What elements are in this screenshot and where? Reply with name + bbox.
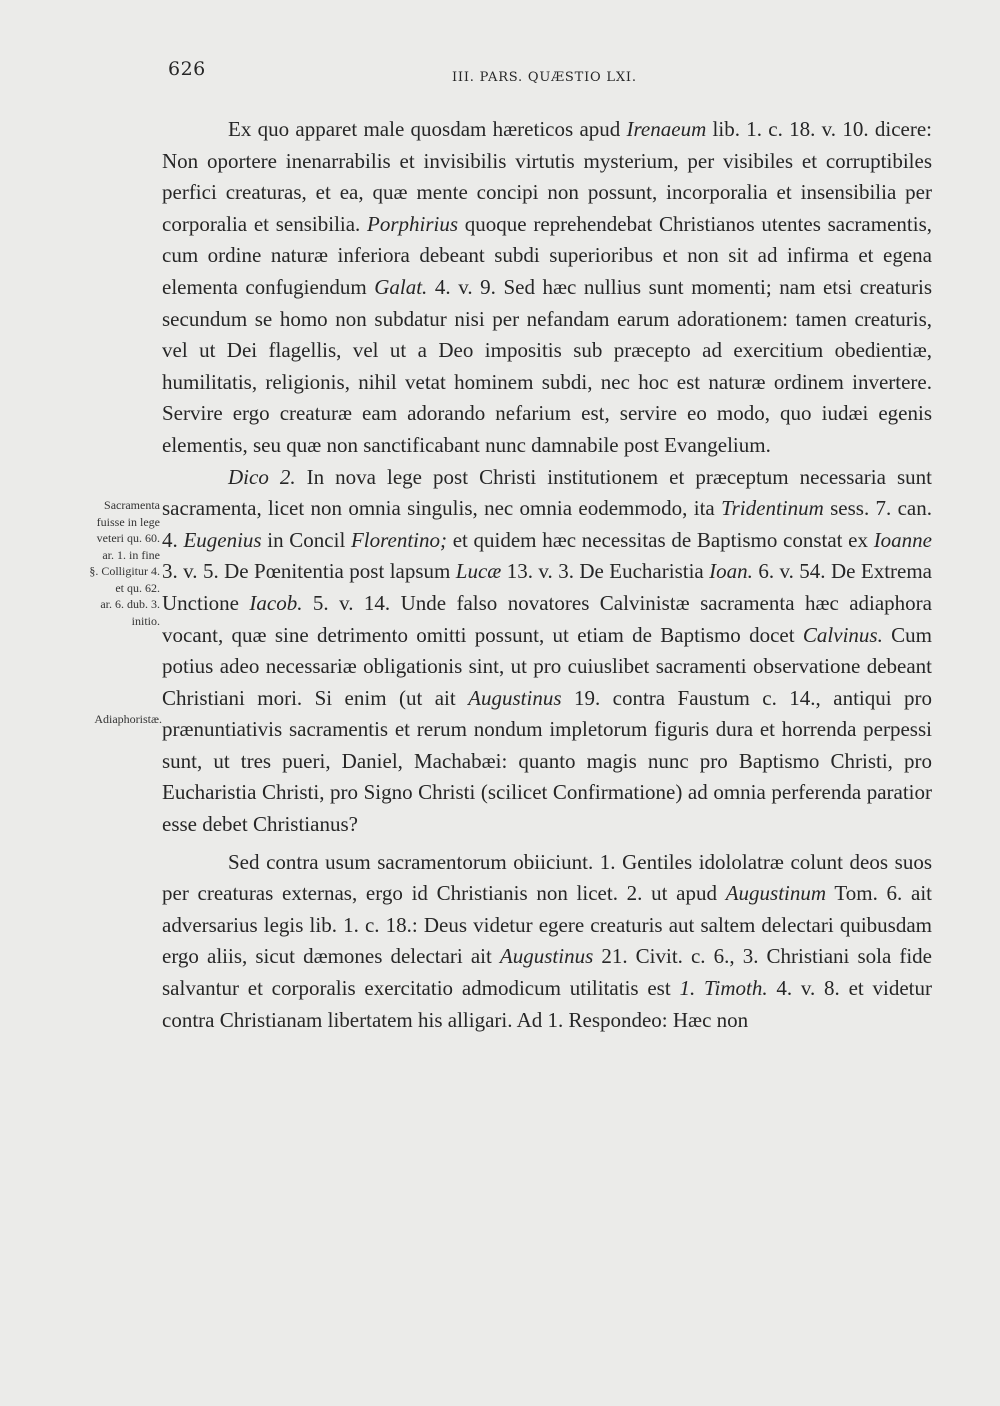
text-run: lib. 1. c. 18. v. 10. dicere: Non oportere inenarrabilis et invisibilis virtutis mysterium, per visibiles et corruptibiles perfici creaturas, et ea, quæ mente concipi non possunt, incorporalia et insensibilia per corporalia et sensibilia. [162, 117, 932, 236]
text-run: Ex quo apparet male quosdam hæreticos apud [228, 117, 627, 141]
italic-citation: Florentino; [350, 527, 448, 552]
italic-citation: Augustinus [499, 944, 594, 969]
text-run: in Concil [261, 527, 351, 552]
running-title: III. PARS. QUÆSTIO LXI. [452, 70, 637, 85]
text-run: Cum potius adeo necessariæ obligationis sint, ut pro cuiuslibet sacramenti observatione debeant Christiani mori. Si enim (ut ait [162, 622, 933, 710]
text-run: 13. v. 3. De Eucharistia [501, 559, 710, 584]
text-run: 4. v. 9. Sed hæc nullius sunt momenti; nam etsi creaturis secundum se homo non subdatur nisi per nefandam earum adorationem: tamen creaturis, vel ut Dei flagellis, vel ut a Deo impositis sub præcepto ad exercitium obedientiæ, humilitatis, religionis, nihil vetat hominem subdi, nec hoc est naturæ ordinem invertere. Servire ergo creaturæ eam adorando nefarium est, servire eo modo, quo iudæi egenis elementis, seu quæ non sanctificabant nunc damnabile post Evangelium. [162, 274, 932, 457]
text-run: Sed contra usum sacramentorum obiiciunt. 1. Gentiles idololatræ colunt deos suos per creaturas externas, ergo id Christianis non licet. 2. ut apud [162, 849, 932, 906]
text-run: 5. v. 14. Unde falso novatores Calvinistæ sacramenta hæc adiaphora vocant, quæ sine detrimento omitti possunt, ut etiam de Baptismo docet [162, 590, 932, 647]
text-run: sess. 7. can. 4. [162, 496, 933, 552]
italic-citation: Augustinum [725, 881, 827, 906]
italic-citation: Calvinus. [802, 622, 883, 647]
page-number: 626 [168, 58, 206, 80]
text-run: 3. v. 5. De Pœnitentia post lapsum [162, 559, 456, 584]
margin-note-line: et qu. 62. [115, 580, 160, 595]
text-run: Tom. 6. ait adversarius legis lib. 1. c. 18.: Deus videtur egere creaturis aut saltem delectari quibusdam ergo aliis, sicut dæmones delectari ait [162, 881, 932, 969]
body-text [162, 114, 932, 1036]
margin-note-line: fuisse in lege [96, 514, 160, 529]
italic-citation: Tridentinum [721, 496, 824, 521]
margin-note-line: ar. 1. in fine [102, 547, 160, 562]
margin-note-sacramenta [34, 497, 160, 629]
paragraph-1 [162, 114, 932, 462]
margin-note-line: Sacramenta [104, 498, 160, 512]
margin-note-adiaphoristae: Adiaphoristæ. [94, 712, 162, 726]
italic-citation: Ioan. [709, 559, 753, 584]
italic-citation: Galat. [374, 274, 428, 299]
text-run: 6. v. 54. De Extrema Unctione [162, 559, 932, 615]
text-run: et quidem hæc necessitas de Baptismo constat ex [447, 527, 874, 552]
italic-citation: Dico 2. [228, 464, 296, 489]
italic-citation: Eugenius [183, 527, 262, 552]
italic-citation: Irenaeum [626, 117, 707, 141]
margin-note-line: ar. 6. dub. 3. [100, 597, 160, 611]
text-run: In nova lege post Christi institutionem et præceptum necessaria sunt sacramenta, licet non omnia singulis, nec omnia eodemmodo, ita [162, 464, 932, 521]
margin-note-line: veteri qu. 60. [96, 531, 160, 545]
italic-citation: Ioanne [873, 527, 933, 552]
paragraph-2 [162, 462, 932, 841]
text-run: 21. Civit. c. 6., 3. Christiani sola fide salvantur et corporalis exercitatio admodicum utilitatis est [162, 944, 932, 1001]
italic-citation: 1. Timoth. [679, 976, 768, 1001]
italic-citation: Lucæ [455, 559, 502, 584]
italic-citation: Iacob. [249, 590, 303, 615]
paragraph-3 [162, 847, 932, 1037]
italic-citation: Porphirius [367, 211, 459, 236]
text-run: quoque reprehendebat Christianos utentes sacramentis, cum ordine naturæ inferiora debeant subdi superioribus et non sit ad infirma et egena elementa confugiendum [162, 211, 932, 299]
text-run: 4. v. 8. et videtur contra Christianam libertatem his alligari. Ad 1. Respondeo: Hæc non [162, 976, 932, 1032]
text-run: 19. contra Faustum c. 14., antiqui pro prænuntiativis sacramentis et rerum nondum impletorum figuris dura et horrenda perpessi sunt, ut tres pueri, Daniel, Machabæi: quanto magis nunc pro Baptismo Christi, pro Eucharistia Christi, pro Signo Christi (scilicet Confirmatione) ad omnia perferenda paratior esse debet Christianus? [162, 685, 932, 837]
italic-citation: Augustinus [468, 685, 562, 710]
margin-note-line: initio. [131, 613, 160, 628]
margin-note-line: §. Colligitur 4. [89, 564, 160, 578]
